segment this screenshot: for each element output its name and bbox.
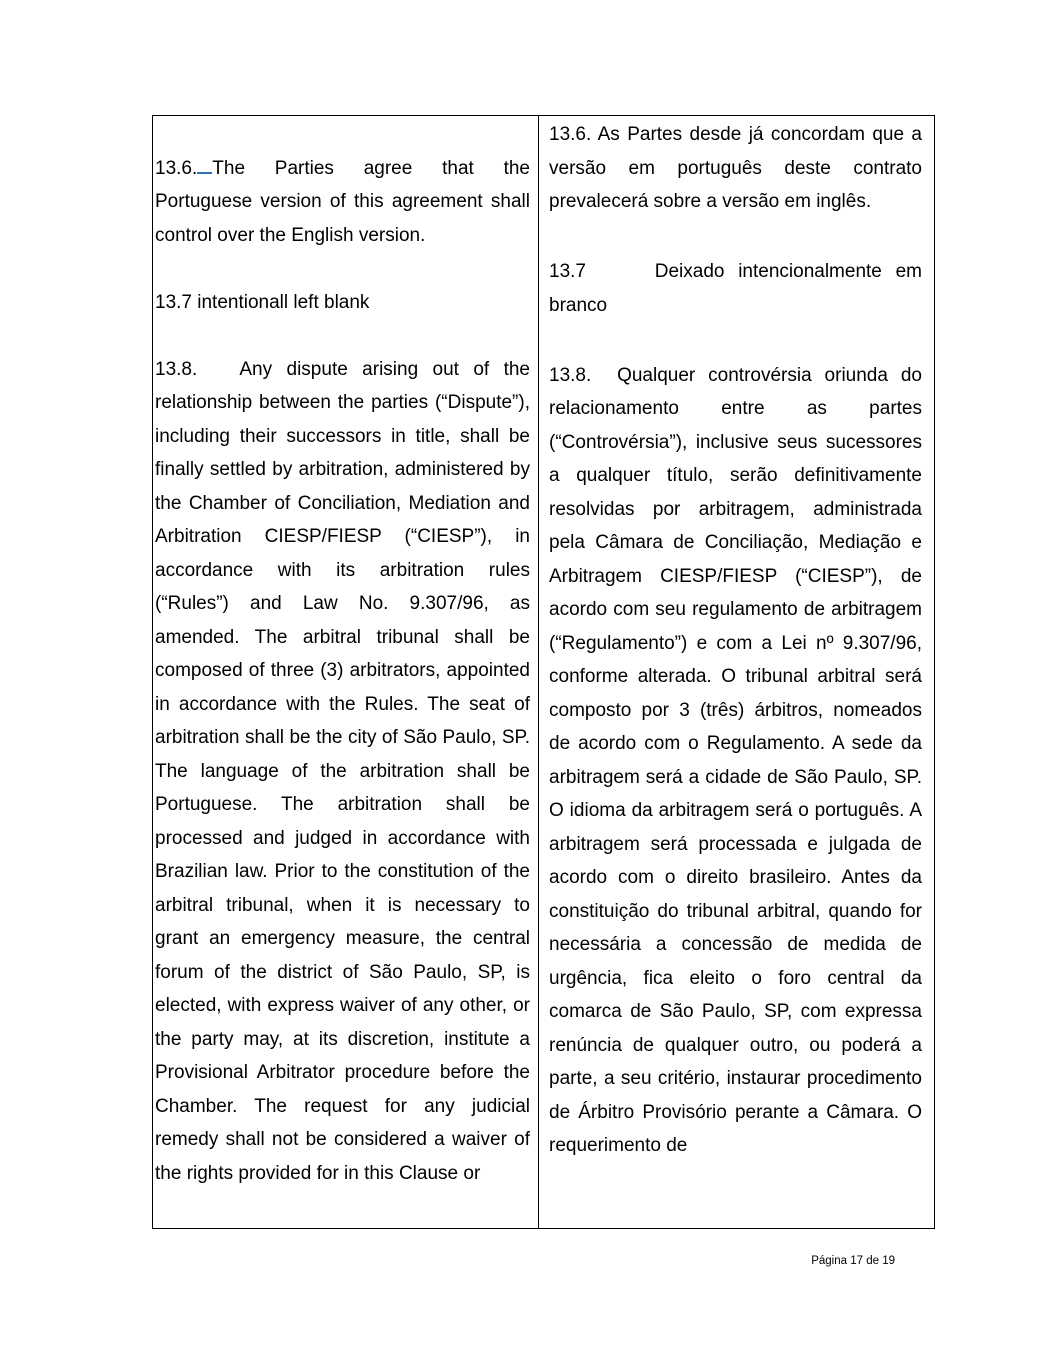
page-footer: Página 17 de 19 bbox=[811, 1255, 895, 1267]
clause-13-8-en: 13.8. Any dispute arising out of the relationship between the parties (“Dispute”), including their successors in title, shall be finally settled by arbitration, administered by the Chamber of Conciliation, Mediation and Arbitration CIESP/FIESP (“CIESP”), in accordance with its arbitration rules (“Rules”) and Law No. 9.307/96, as amended. The arbitral tribunal shall be composed of three (3) arbitrators, appointed in accordance with the Rules. The seat of arbitration shall be the city of São Paulo, SP. The language of the arbitration shall be Portuguese. The arbitration shall be processed and judged in accordance with Brazilian law. Prior to the constitution of the arbitral tribunal, when it is necessary to grant an emergency measure, the central forum of the district of São Paulo, SP, is elected, with express waiver of any other, or the party may, at its discretion, institute a Provisional Arbitrator procedure before the Chamber. The request for any judicial remedy shall not be considered a waiver of the rights provided for in this Clause or bbox=[155, 358, 530, 1184]
clause-13-8-pt: 13.8. Qualquer controvérsia oriunda do relacionamento entre as partes (“Controvérsia”), inclusive seus sucessores a qualquer título, serão definitivamente resolvidas por arbitragem, administrada pela Câmara de Conciliação, Mediação e Arbitragem CIESP/FIESP (“CIESP”), de acordo com seu regulamento de arbitragem (“Regulamento”) e com a Lei nº 9.307/96, conforme alterada. O tribunal arbitral será composto por 3 (três) árbitros, nomeados de acordo com o Regulamento. A sede da arbitragem será a cidade de São Paulo, SP. O idioma da arbitragem será o português. A arbitragem será processada e julgada de acordo com o direito brasileiro. Antes da constituição do tribunal arbitral, quando for necessária a concessão de medida de urgência, fica eleito o foro central da comarca de São Paulo, SP, com expressa renúncia de qualquer outro, ou poderá a parte, a seu critério, instaurar procedimento de Árbitro Provisório perante a Câmara. O requerimento de bbox=[549, 364, 922, 1156]
clause-13-6-en-text: The Parties agree that the Portuguese version of this agreement shall control over the English version. bbox=[155, 157, 530, 246]
clause-13-7-pt: 13.7 Deixado intencionalmente em branco bbox=[549, 261, 922, 316]
contract-clauses-table bbox=[152, 115, 935, 1229]
table-row bbox=[153, 116, 935, 1229]
clause-13-6-en-number: 13.6. bbox=[155, 157, 198, 179]
clause-13-7-en: 13.7 intentionall left blank bbox=[155, 291, 370, 313]
english-column bbox=[153, 116, 539, 1229]
clause-13-6-en bbox=[155, 152, 530, 253]
portuguese-column bbox=[539, 116, 935, 1229]
clause-13-6-pt: 13.6. As Partes desde já concordam que a versão em português deste contrato prevalecerá sobre a versão em inglês. bbox=[549, 124, 922, 212]
tracked-change-underline-mark bbox=[197, 171, 212, 174]
